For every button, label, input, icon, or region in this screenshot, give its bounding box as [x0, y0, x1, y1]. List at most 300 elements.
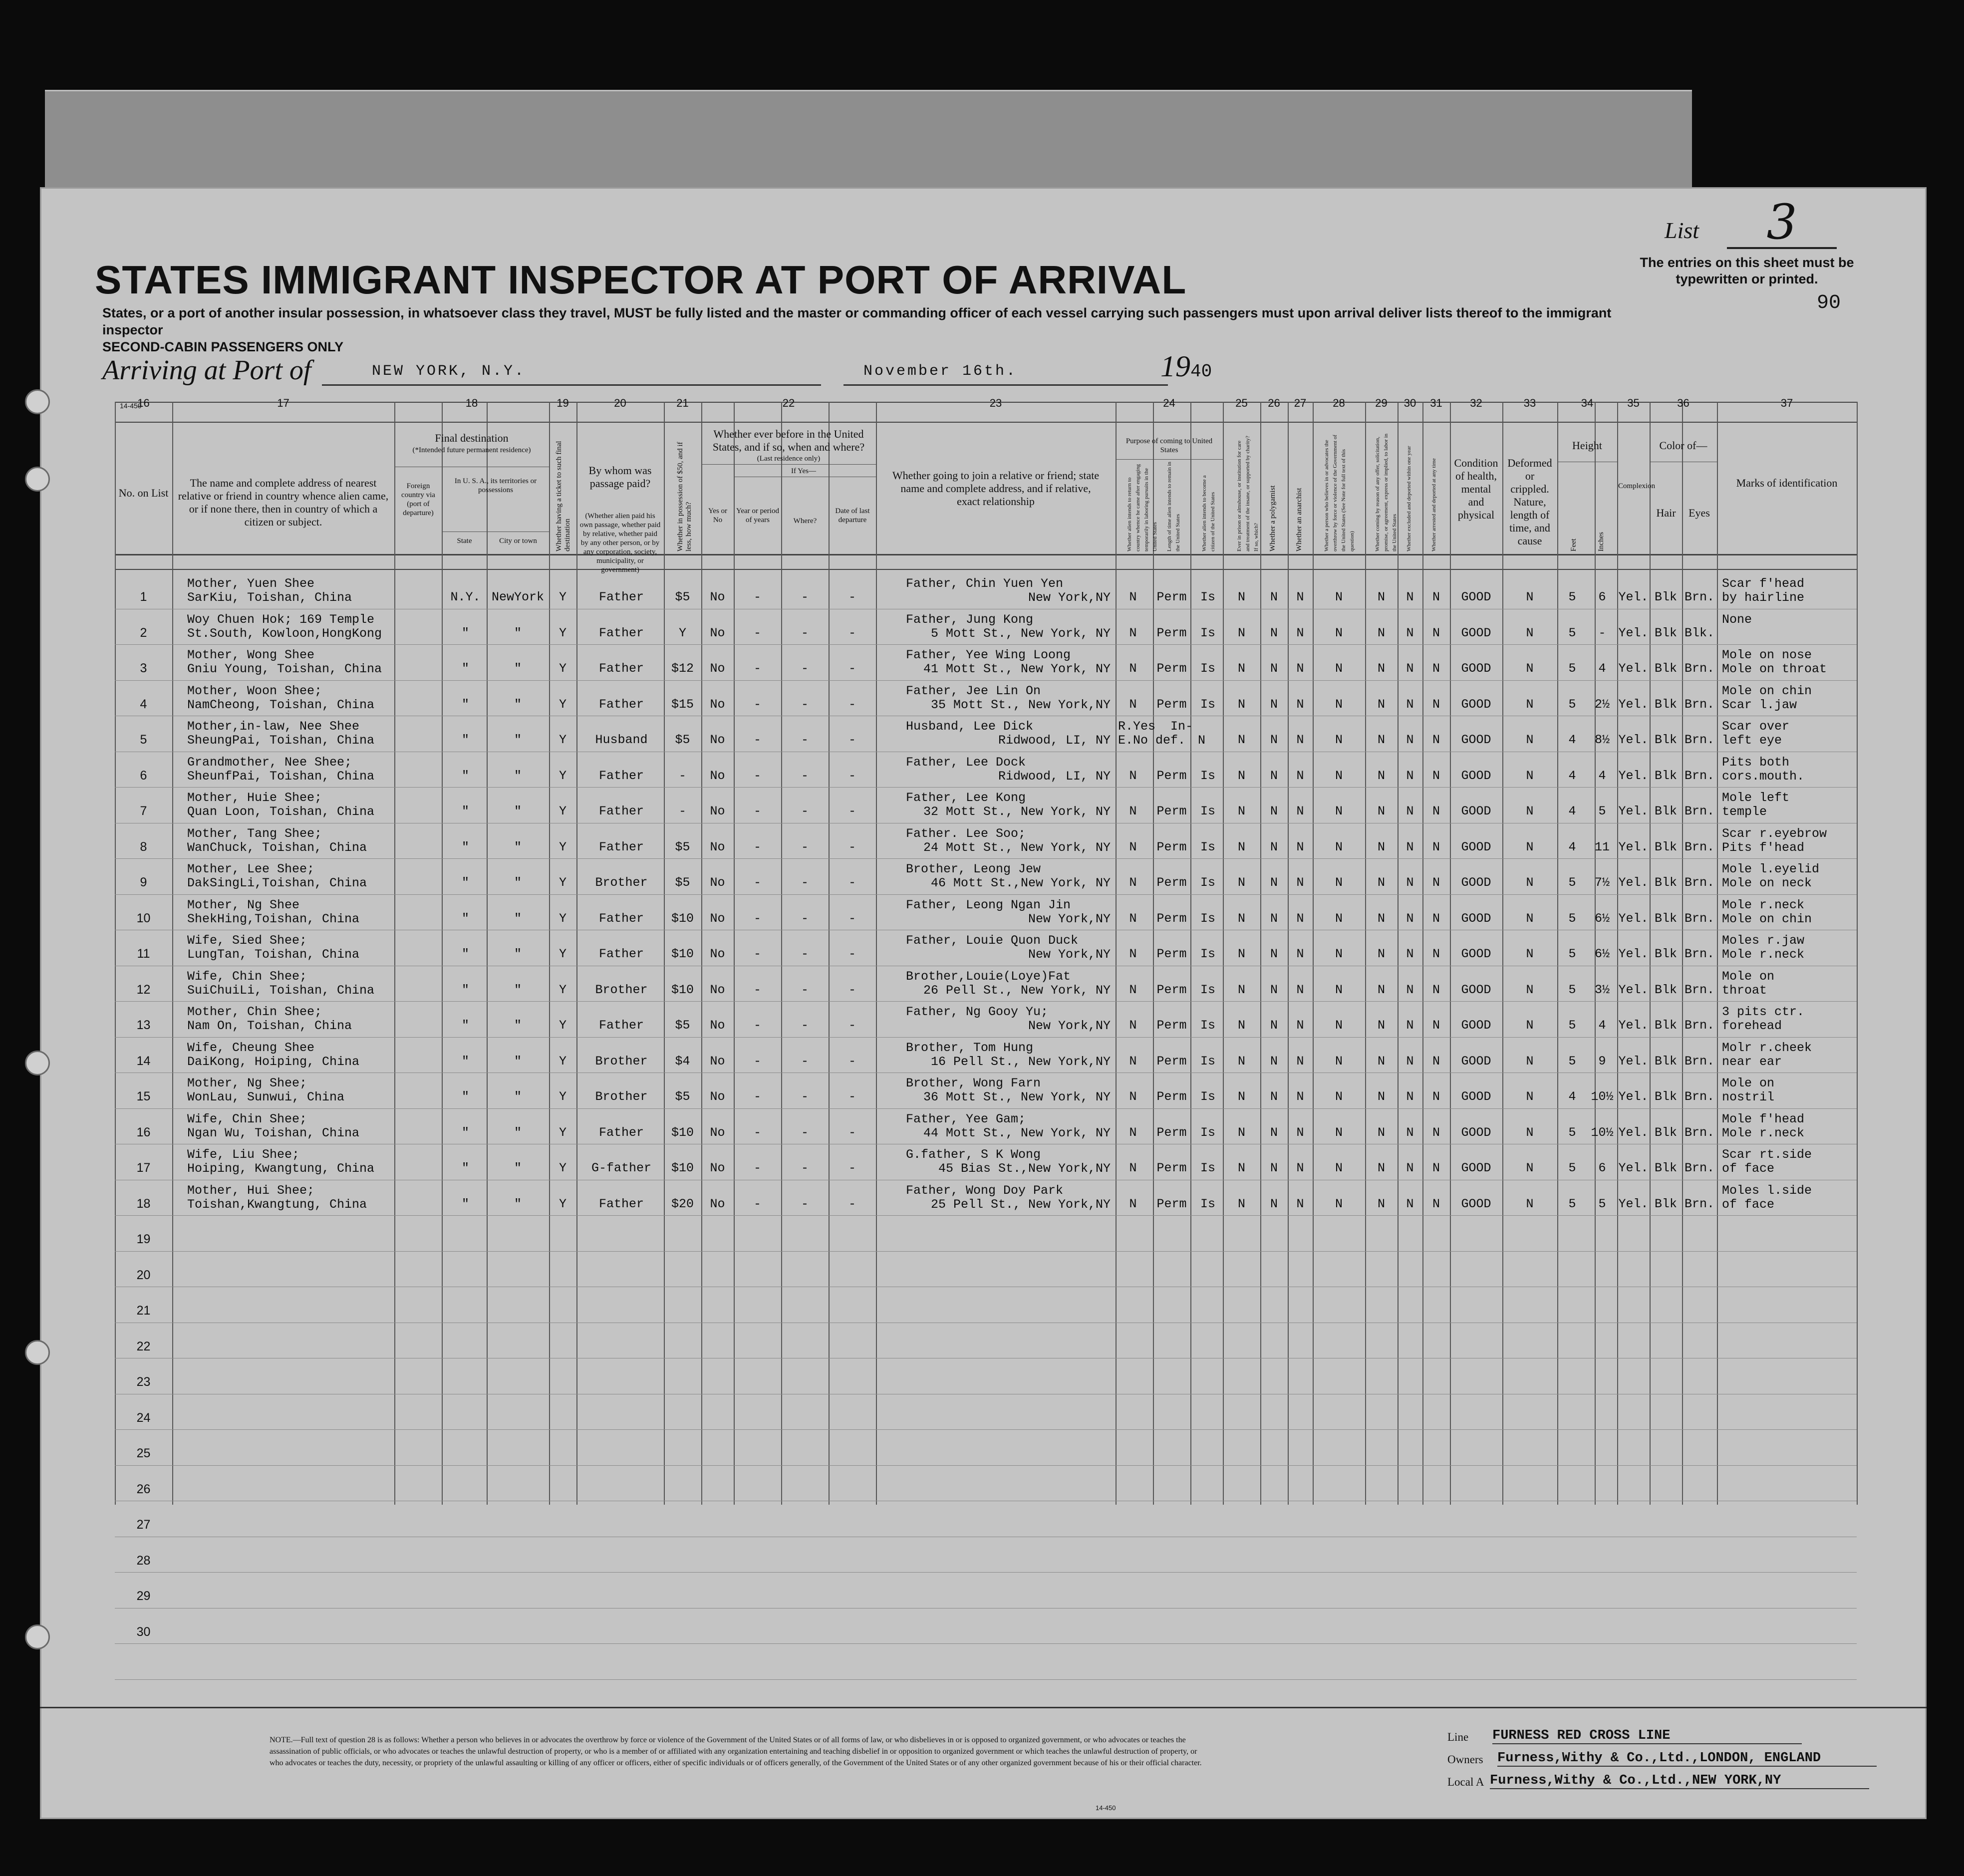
cell-state: " [461, 911, 469, 926]
cell-eyes: Brn. [1684, 1161, 1714, 1175]
cell-city: " [514, 875, 522, 890]
cell-ticket: Y [559, 768, 566, 783]
cell-yrs: - [753, 947, 761, 961]
marks-line-2: nostril [1722, 1090, 1775, 1104]
relative-name: Wife, Chin Shee; [187, 1111, 307, 1126]
cell-city: " [514, 1161, 522, 1175]
cell-c29: N [1377, 1089, 1385, 1104]
cell-c25: N [1237, 661, 1245, 676]
marks-line-2: left eye [1722, 733, 1782, 748]
cell-feet: 5 [1568, 911, 1576, 926]
relative-name: Mother, Hui Shee; [187, 1183, 315, 1198]
cell-complexion: Yel. [1618, 804, 1649, 818]
cell-c31: N [1432, 590, 1440, 604]
year-prefix: 19 [1160, 350, 1190, 383]
cell-date: - [848, 875, 856, 890]
cell-yrs: - [753, 1125, 761, 1140]
cell-money: $10 [671, 947, 694, 961]
cell-deformed: N [1526, 590, 1534, 604]
purpose-citizen: Is [1200, 947, 1215, 961]
cell-money: $15 [671, 697, 694, 712]
cell-where: - [801, 1089, 809, 1104]
cell-state: " [461, 1054, 469, 1069]
cell-health: GOOD [1461, 661, 1491, 676]
colnum-21: 21 [676, 397, 689, 409]
cell-city: " [514, 768, 522, 783]
cell-paid: Father [598, 1018, 644, 1033]
cell-c28: N [1335, 804, 1343, 818]
cell-c31: N [1432, 661, 1440, 676]
cell-c27: N [1296, 911, 1304, 926]
cell-before: No [710, 733, 725, 747]
purpose-citizen: Is [1200, 804, 1215, 818]
row-number: 4 [140, 697, 147, 711]
cell-ticket: Y [559, 839, 566, 854]
col-header-passage-paid-sub: (Whether alien paid his own passage, whether paid by relative, whether paid by any other person, or by any corporation, society, municipality, or government) [579, 512, 661, 574]
cell-deformed: N [1526, 875, 1534, 890]
cell-money: - [678, 804, 686, 818]
col-header-ticket: Whether having a ticket to such final destination [555, 441, 571, 551]
cell-c29: N [1377, 911, 1385, 926]
relative-name: Mother, Ng Shee [187, 897, 300, 912]
cell-before: No [710, 1089, 725, 1104]
cell-yrs: - [753, 1196, 761, 1211]
purpose-length: Perm [1156, 697, 1187, 712]
cell-before: No [710, 804, 725, 818]
row-rule [115, 787, 1857, 788]
cell-where: - [801, 839, 809, 854]
cell-deformed: N [1526, 1196, 1534, 1211]
row-number: 15 [136, 1089, 151, 1103]
cell-c26: N [1270, 1089, 1278, 1104]
col-header-color: Color of— [1659, 439, 1707, 452]
col-header-if-yes: If Yes— [791, 467, 816, 475]
cell-c29: N [1377, 1018, 1385, 1033]
cell-yrs: - [753, 590, 761, 604]
purpose-length: Perm [1156, 1054, 1187, 1069]
cell-c31: N [1432, 839, 1440, 854]
col-header-polygamist: Whether a polygamist [1269, 485, 1277, 551]
cell-city: " [514, 1018, 522, 1033]
cell-c27: N [1296, 1089, 1304, 1104]
join-name: Brother,Louie(Loye)Fat [906, 969, 1071, 984]
cell-paid: Father [598, 1196, 644, 1211]
cell-c30: N [1406, 590, 1414, 604]
year [1160, 349, 1212, 384]
col-header-prison: Ever in prison or almshouse, or institution for care and treatment of the insane, or supported by charity? If so, which? [1236, 436, 1259, 551]
cell-feet: 5 [1568, 625, 1576, 640]
marks-line-2: Mole on neck [1722, 876, 1812, 890]
cell-eyes: Brn. [1684, 982, 1714, 997]
purpose-return: N [1129, 590, 1137, 604]
marks-line-1: Moles r.jaw [1722, 933, 1805, 948]
cell-c30: N [1406, 1054, 1414, 1069]
relative-address: Nam On, Toishan, China [187, 1019, 352, 1033]
cell-deformed: N [1526, 1018, 1534, 1033]
row-number: 6 [140, 768, 147, 783]
class-line: SECOND-CABIN PASSENGERS ONLY [102, 339, 344, 354]
cell-complexion: Yel. [1618, 875, 1649, 890]
cell-date: - [848, 661, 856, 676]
colnum-33: 33 [1523, 397, 1536, 409]
cell-c26: N [1270, 1125, 1278, 1140]
relative-address: Hoiping, Kwangtung, China [187, 1161, 375, 1176]
row-number: 5 [140, 733, 147, 747]
cell-money: $10 [671, 911, 694, 926]
marks-line-2: Scar l.jaw [1722, 697, 1797, 712]
join-address: Ridwood, LI, NY [998, 769, 1111, 784]
cell-inches: 9 [1598, 1054, 1606, 1069]
join-name: Father, Lee Dock [906, 755, 1026, 770]
cell-c27: N [1296, 590, 1304, 604]
purpose-citizen: Is [1200, 1161, 1215, 1175]
row-rule [115, 1001, 1857, 1002]
cell-complexion: Yel. [1618, 768, 1649, 783]
cell-c27: N [1296, 1125, 1304, 1140]
row-number: 20 [136, 1268, 151, 1282]
cell-c31: N [1432, 947, 1440, 961]
owners-label: Owners [1447, 1753, 1483, 1766]
marks-line-1: None [1722, 612, 1752, 627]
col-header-arrested: Whether arrested and deported at any time [1431, 458, 1437, 551]
cell-paid: Father [598, 590, 644, 604]
col-rule [394, 402, 395, 1505]
purpose-return: N [1129, 661, 1137, 676]
cell-where: - [801, 1196, 809, 1211]
join-name: Father, Leong Ngan Jin [906, 897, 1071, 912]
join-address: New York,NY [1028, 590, 1111, 605]
cell-c25: N [1237, 590, 1245, 604]
cell-yrs: - [753, 697, 761, 712]
cell-c29: N [1377, 768, 1385, 783]
purpose-return: N [1129, 982, 1137, 997]
cell-c27: N [1296, 982, 1304, 997]
cell-yrs: - [753, 804, 761, 818]
cell-yrs: - [753, 1161, 761, 1175]
cell-c31: N [1432, 1018, 1440, 1033]
cell-ticket: Y [559, 911, 566, 926]
cell-inches: 4 [1598, 1018, 1606, 1033]
cell-c28: N [1335, 1089, 1343, 1104]
cell-hair: Blk [1654, 1018, 1677, 1033]
row-number: 12 [136, 982, 151, 997]
cell-state: " [461, 733, 469, 747]
local-agent-value: Furness,Withy & Co.,Ltd.,NEW YORK,NY [1490, 1773, 1869, 1789]
cell-date: - [848, 911, 856, 926]
relative-address: DakSingLi,Toishan, China [187, 876, 367, 890]
cell-yrs: - [753, 625, 761, 640]
purpose-length-2: def. [1155, 733, 1186, 748]
col-header-hair: Hair [1656, 507, 1676, 519]
cell-paid: Brother [595, 982, 648, 997]
cell-ticket: Y [559, 1054, 566, 1069]
purpose-return: N [1129, 911, 1137, 926]
cell-c30: N [1406, 982, 1414, 997]
relative-name: Wife, Liu Shee; [187, 1147, 300, 1162]
cell-c29: N [1377, 947, 1385, 961]
cell-c30: N [1406, 1161, 1414, 1175]
col-header-final-destination: Final destination [435, 432, 509, 444]
colnum-17: 17 [277, 397, 289, 409]
cell-c29: N [1377, 590, 1385, 604]
colnum-30: 30 [1403, 397, 1416, 409]
marks-line-2: near ear [1722, 1054, 1782, 1069]
cell-deformed: N [1526, 839, 1534, 854]
cell-inches: 6 [1598, 590, 1606, 604]
cell-feet: 5 [1568, 1054, 1576, 1069]
question-28-note: NOTE.—Full text of question 28 is as follows: Whether a person who believes in or advocates the overthrow by force or violence of the Government of the United States or of all forms of law, or who disbelieves in or is opposed to organized government, or who advocates or teaches the assassination of public officials, or who advocates or teaches the unlawful destruction of property, or who is a member of or affiliated with any organization entertaining and teaching disbelief in or opposition to organized government or which teaches the unlawful destruction of property, or who advocates or teaches the duty, necessity, or propriety of the unlawful assaulting or killing of any officer or officers, either of specific individuals or of officers generally, of the Government of the United States or of any other organized government because of his or their official character. [270, 1736, 1202, 1767]
purpose-citizen: Is [1200, 625, 1215, 640]
cell-inches: 7½ [1594, 875, 1610, 890]
cell-c30: N [1406, 661, 1414, 676]
cell-money: $5 [675, 1018, 690, 1033]
col-header-anarchist: Whether an anarchist [1295, 488, 1303, 551]
relative-name: Grandmother, Nee Shee; [187, 755, 352, 770]
join-address: 44 Mott St., New York, NY [923, 1125, 1111, 1140]
cell-hair: Blk [1654, 1054, 1677, 1069]
footer-form-code: 14-450 [1096, 1804, 1116, 1812]
cell-c26: N [1270, 1161, 1278, 1175]
cell-ticket: Y [559, 697, 566, 712]
marks-line-2: Mole r.neck [1722, 947, 1805, 962]
purpose-return: N [1129, 839, 1137, 854]
cell-inches: 10½ [1591, 1125, 1614, 1140]
col-header-passage-paid: By whom was passage paid? [588, 464, 652, 490]
marks-line-1: Molr r.cheek [1722, 1040, 1812, 1055]
intro-line: States, or a port of another insular possession, in whatsoever class they travel, MUST be fully listed and the master or commanding officer of each vessel carrying such passengers must upon arrival deliver lists thereof to the immigrant inspector [102, 305, 1612, 337]
col-rule [576, 402, 577, 1505]
cell-c30: N [1406, 1089, 1414, 1104]
cell-eyes: Brn. [1684, 733, 1714, 747]
marks-line-1: Scar over [1722, 719, 1790, 734]
marks-line-1: Mole r.neck [1722, 897, 1805, 912]
cell-ticket: Y [559, 625, 566, 640]
cell-city: " [514, 804, 522, 818]
purpose-length: Perm [1156, 625, 1187, 640]
cell-city: " [514, 1089, 522, 1104]
cell-before: No [710, 1196, 725, 1211]
row-number: 8 [140, 839, 147, 854]
cell-deformed: N [1526, 1161, 1534, 1175]
cell-health: GOOD [1461, 697, 1491, 712]
cell-c28: N [1335, 697, 1343, 712]
col-header-foreign-country: Foreign country via (port of departure) [401, 482, 435, 517]
join-address: 32 Mott St., New York, NY [923, 804, 1111, 819]
row-number: 29 [136, 1589, 151, 1603]
marks-line-2: Mole r.neck [1722, 1125, 1805, 1140]
cell-hair: Blk [1654, 911, 1677, 926]
cell-c25: N [1237, 804, 1245, 818]
cell-c28: N [1335, 947, 1343, 961]
cell-hair: Blk [1654, 697, 1677, 712]
cell-c29: N [1377, 697, 1385, 712]
cell-date: - [848, 1018, 856, 1033]
row-number: 10 [136, 911, 151, 925]
row-number: 28 [136, 1553, 151, 1568]
cell-eyes: Brn. [1684, 875, 1714, 890]
cell-c26: N [1270, 625, 1278, 640]
cell-where: - [801, 590, 809, 604]
col-header-purpose-a: Whether alien intends to return to country whence he came after engaging temporarily in laboring pursuits in the United States [1126, 464, 1158, 551]
purpose-return: N [1129, 1018, 1137, 1033]
cell-complexion: Yel. [1618, 1196, 1649, 1211]
cell-c25: N [1237, 911, 1245, 926]
cell-inches: 6½ [1594, 911, 1610, 926]
cell-before: No [710, 839, 725, 854]
cell-complexion: Yel. [1618, 661, 1649, 676]
cell-c27: N [1296, 839, 1304, 854]
cell-money: $5 [675, 590, 690, 604]
cell-yrs: - [753, 1089, 761, 1104]
cell-where: - [801, 697, 809, 712]
cell-complexion: Yel. [1618, 733, 1649, 747]
marks-line-2: of face [1722, 1197, 1775, 1212]
col-header-purpose: Purpose of coming to United States [1125, 437, 1213, 454]
join-address: Ridwood, LI, NY [998, 733, 1111, 748]
cell-date: - [848, 1054, 856, 1069]
cell-feet: 5 [1568, 1018, 1576, 1033]
cell-hair: Blk [1654, 661, 1677, 676]
col-header-money: Whether in possession of $50, and if less, how much? [676, 442, 693, 551]
cell-complexion: Yel. [1618, 947, 1649, 961]
cell-c31: N [1432, 911, 1440, 926]
cell-money: $5 [675, 733, 690, 747]
cell-c27: N [1296, 804, 1304, 818]
cell-eyes: Blk. [1684, 625, 1714, 640]
cell-feet: 5 [1568, 1125, 1576, 1140]
cell-money: $5 [675, 1089, 690, 1104]
purpose-citizen: Is [1200, 768, 1215, 783]
cell-c26: N [1270, 911, 1278, 926]
cell-c25: N [1237, 1054, 1245, 1069]
cell-hair: Blk [1654, 590, 1677, 604]
marks-line-1: Scar r.eyebrow [1722, 826, 1827, 841]
col-header-eyes: Eyes [1688, 507, 1710, 519]
row-rule [115, 1251, 1857, 1252]
cell-where: - [801, 768, 809, 783]
cell-state: " [461, 875, 469, 890]
cell-money: $10 [671, 1125, 694, 1140]
cell-date: - [848, 1125, 856, 1140]
cell-c31: N [1432, 804, 1440, 818]
cell-c30: N [1406, 625, 1414, 640]
cell-complexion: Yel. [1618, 911, 1649, 926]
cell-money: $5 [675, 875, 690, 890]
marks-line-1: Mole on chin [1722, 683, 1812, 698]
cell-city: " [514, 625, 522, 640]
cell-deformed: N [1526, 911, 1534, 926]
relative-name: Mother, Wong Shee [187, 648, 315, 662]
cell-c29: N [1377, 839, 1385, 854]
entries-note: The entries on this sheet must be typewritten or printed. [1640, 255, 1854, 286]
join-name: Brother, Leong Jew [906, 862, 1041, 876]
punch-hole [25, 1624, 50, 1649]
cell-yrs: - [753, 733, 761, 747]
cell-complexion: Yel. [1618, 697, 1649, 712]
col-header-final-destination-sub: (*Intended future permanent residence) [412, 446, 531, 454]
cell-state: " [461, 1089, 469, 1104]
row-number: 9 [140, 875, 147, 889]
cell-city: " [514, 1125, 522, 1140]
cell-c27: N [1296, 1054, 1304, 1069]
cell-before: No [710, 947, 725, 961]
relative-address: Ngan Wu, Toishan, China [187, 1125, 360, 1140]
cell-state: " [461, 697, 469, 712]
col-rule [442, 402, 443, 1505]
cell-money: $20 [671, 1196, 694, 1211]
cell-c25: N [1237, 875, 1245, 890]
marks-line-1: Mole on nose [1722, 648, 1812, 662]
purpose-length: Perm [1156, 1196, 1187, 1211]
join-name: Father, Lee Kong [906, 791, 1026, 805]
relative-name: Mother,in-law, Nee Shee [187, 719, 360, 734]
cell-c31: N [1432, 982, 1440, 997]
cell-city: " [514, 1196, 522, 1211]
join-address: New York,NY [1028, 1019, 1111, 1033]
cell-date: - [848, 947, 856, 961]
cell-deformed: N [1526, 733, 1534, 747]
colnum-26: 26 [1268, 397, 1280, 409]
cell-c31: N [1432, 1054, 1440, 1069]
cell-eyes: Brn. [1684, 661, 1714, 676]
cell-c28: N [1335, 911, 1343, 926]
arriving-label: Arriving at Port of [102, 355, 311, 386]
cell-c28: N [1335, 982, 1343, 997]
cell-where: - [801, 733, 809, 747]
cell-yrs: - [753, 1018, 761, 1033]
list-label: List [1665, 218, 1699, 243]
col-header-labor-offer: Whether coming by reason of any offer, solicitation, promise, or agreement, express or implied, to labor in the United States [1375, 433, 1398, 551]
cell-where: - [801, 911, 809, 926]
colnum-36: 36 [1677, 397, 1689, 409]
relative-name: Mother, Yuen Shee [187, 576, 315, 591]
join-name: Brother, Tom Hung [906, 1040, 1034, 1055]
cell-money: $10 [671, 982, 694, 997]
purpose-citizen: Is [1200, 982, 1215, 997]
row-number: 16 [136, 1125, 151, 1139]
cell-city: " [514, 1054, 522, 1069]
cell-c26: N [1270, 590, 1278, 604]
purpose-length: Perm [1156, 804, 1187, 818]
cell-city: " [514, 947, 522, 961]
relative-name: Wife, Cheung Shee [187, 1040, 315, 1055]
cell-ticket: Y [559, 1161, 566, 1175]
form-code: 14-450 [120, 402, 142, 410]
cell-eyes: Brn. [1684, 697, 1714, 712]
relative-address: WanChuck, Toishan, China [187, 840, 367, 855]
cell-c26: N [1270, 733, 1278, 747]
purpose-citizen: Is [1200, 697, 1215, 712]
cell-complexion: Yel. [1618, 1089, 1649, 1104]
col-header-state: State [457, 537, 472, 545]
cell-c27: N [1296, 875, 1304, 890]
row-number: 21 [136, 1304, 151, 1318]
purpose-return: N [1129, 804, 1137, 818]
cell-c30: N [1406, 875, 1414, 890]
join-name: Brother, Wong Farn [906, 1076, 1041, 1090]
intro-text [102, 304, 1650, 355]
cell-inches: 6½ [1594, 947, 1610, 961]
underlying-page-edge [45, 90, 1692, 191]
cell-city: " [514, 839, 522, 854]
row-number: 25 [136, 1446, 151, 1460]
purpose-length: Perm [1156, 911, 1187, 926]
purpose-return: N [1129, 947, 1137, 961]
join-address: New York,NY [1028, 947, 1111, 962]
cell-feet: 5 [1568, 982, 1576, 997]
row-rule [115, 1465, 1857, 1466]
join-address: 26 Pell St., New York, NY [923, 983, 1111, 998]
